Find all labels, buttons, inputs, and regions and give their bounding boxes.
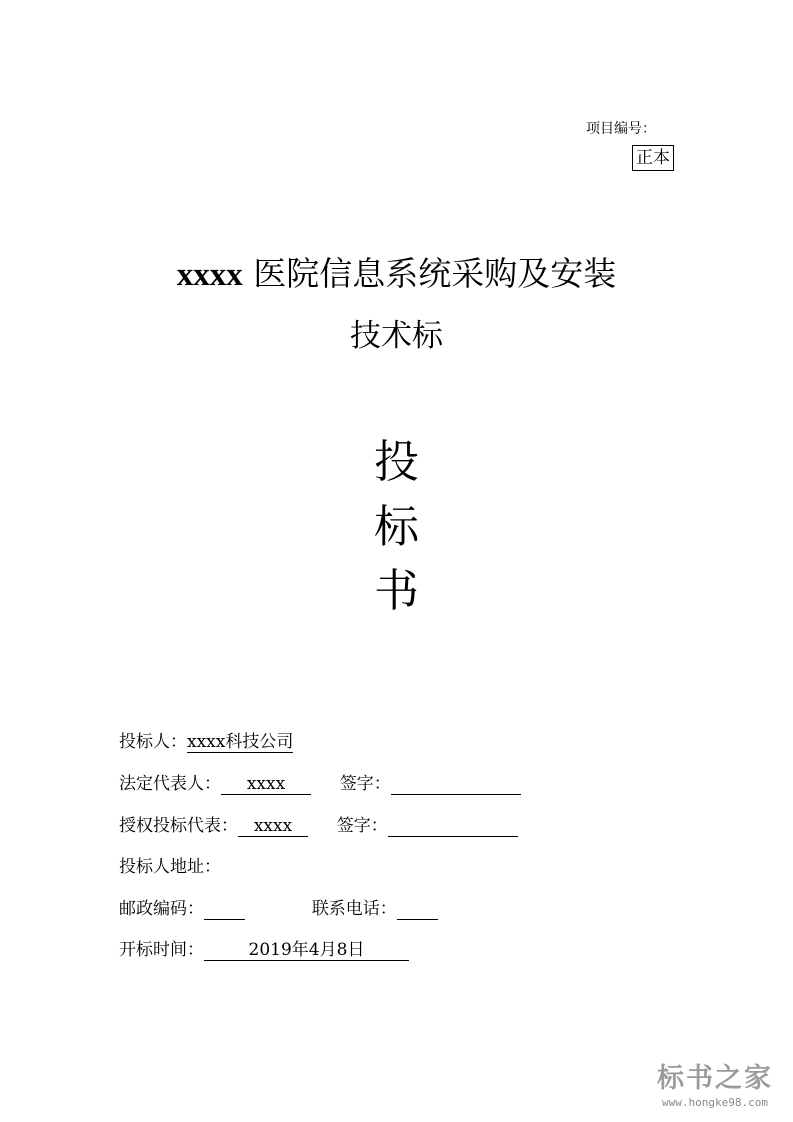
opening-time-value: 2019年4月8日: [204, 940, 409, 961]
legal-rep-value: xxxx: [221, 774, 311, 795]
address-label: 投标人地址：: [119, 857, 221, 877]
watermark-name: 标书之家: [657, 1063, 773, 1094]
opening-time-label: 开标时间：: [119, 940, 204, 960]
legal-rep-row: [119, 772, 521, 796]
bidder-label: 投标人：: [119, 732, 187, 752]
title-latin-part: xxxx: [176, 257, 243, 293]
postcode-phone-row: [119, 897, 438, 921]
address-row: [119, 855, 221, 879]
authorized-rep-label: 授权投标代表：: [119, 816, 238, 836]
title-chinese-part: 医院信息系统采购及安装: [253, 254, 617, 293]
bidder-value: xxxx科技公司: [187, 732, 294, 752]
legal-rep-sign-blank: [391, 774, 521, 795]
original-copy-badge: 正本: [632, 145, 674, 171]
opening-time-row: [119, 938, 409, 962]
postcode-label: 邮政编码：: [119, 899, 204, 919]
big-char-1: 投: [373, 435, 419, 488]
phone-label: 联系电话：: [311, 899, 397, 919]
document-subtitle: 技术标: [350, 318, 443, 354]
watermark: [645, 1062, 785, 1110]
authorized-rep-sign-label: 签字：: [336, 816, 388, 836]
project-number-label: 项目编号：: [586, 121, 656, 137]
legal-rep-sign-label: 签字：: [339, 774, 391, 794]
authorized-rep-value: xxxx: [238, 816, 308, 837]
big-char-3: 书: [373, 564, 419, 617]
postcode-blank: [204, 899, 245, 920]
phone-blank: [397, 899, 438, 920]
watermark-url: www.hongke98.com: [662, 1096, 768, 1109]
legal-rep-label: 法定代表人：: [119, 774, 221, 794]
big-char-2: 标: [373, 500, 419, 553]
authorized-rep-sign-blank: [388, 816, 518, 837]
document-title: [0, 252, 793, 297]
authorized-rep-row: [119, 814, 518, 838]
bidder-row: [119, 730, 293, 754]
